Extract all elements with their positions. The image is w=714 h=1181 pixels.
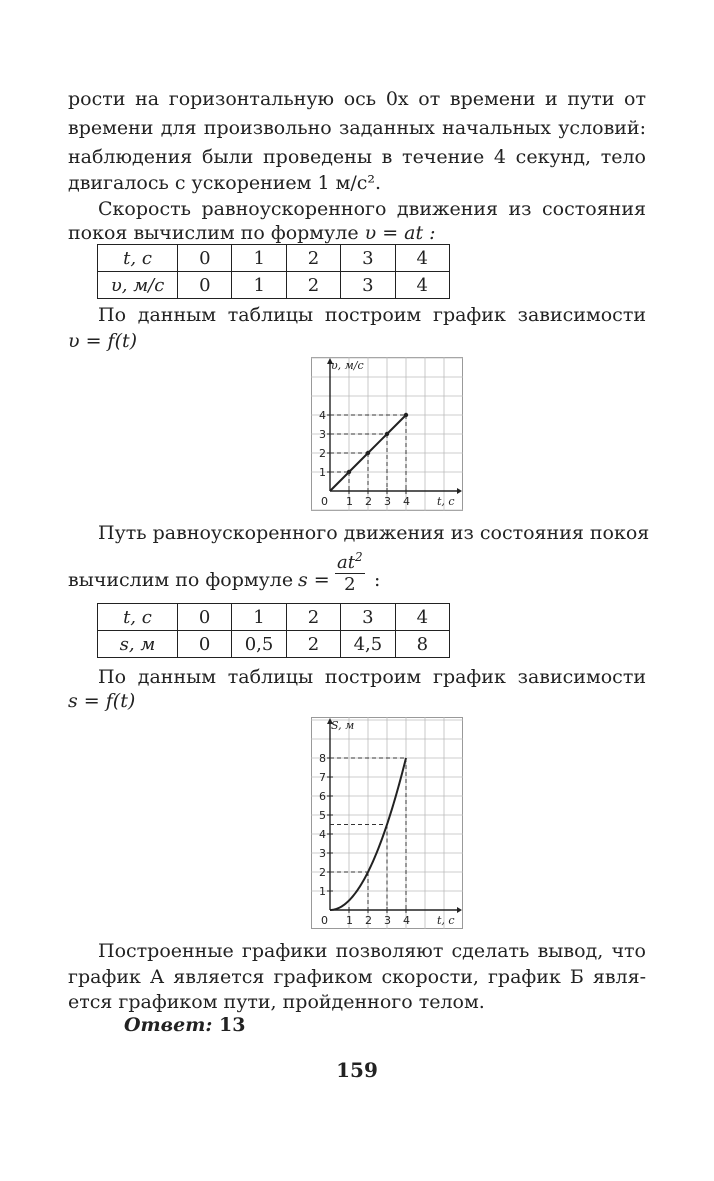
velocity-table-cell: 3 bbox=[341, 245, 395, 272]
x-tick-label: 3 bbox=[384, 914, 391, 927]
y-tick-label: 3 bbox=[319, 428, 326, 441]
paragraph1-line2: времени для произвольно заданных начальных условий: bbox=[68, 117, 646, 139]
path-formula-exponent: 2 bbox=[354, 550, 363, 564]
paragraph4-line1: Путь равноускоренного движения из состояния покоя bbox=[98, 522, 650, 544]
paragraph2-line1: Скорость равноускоренного движения из состояния bbox=[98, 198, 646, 220]
path-table-cell: 1 bbox=[232, 604, 287, 631]
x-axis-arrow bbox=[457, 907, 462, 913]
conclusion-line3: ется графиком пути, пройденного телом. bbox=[68, 991, 485, 1013]
velocity-table-row bbox=[98, 272, 450, 299]
path-table-cell: 2 bbox=[286, 631, 340, 658]
velocity-table-header-cell: t, с bbox=[98, 245, 178, 272]
paragraph1-line3: наблюдения были проведены в течение 4 секунд, тело bbox=[68, 146, 646, 168]
paragraph1-line4: двигалось с ускорением 1 м/с². bbox=[68, 172, 382, 194]
y-tick-label: 5 bbox=[319, 809, 326, 822]
x-tick-label: 3 bbox=[384, 495, 391, 508]
velocity-table-cell: 2 bbox=[286, 272, 340, 299]
path-table-row bbox=[98, 604, 450, 631]
x-tick-label: 4 bbox=[403, 914, 410, 927]
paragraph2-line2 bbox=[68, 222, 436, 244]
path-table bbox=[97, 603, 450, 658]
y-tick-label: 3 bbox=[319, 847, 326, 860]
velocity-table-cell: 1 bbox=[232, 245, 286, 272]
y-tick-label: 7 bbox=[319, 771, 326, 784]
y-tick-label: 4 bbox=[319, 409, 326, 422]
paragraph4-line2 bbox=[68, 569, 293, 591]
data-point bbox=[366, 451, 370, 455]
velocity-table-row bbox=[98, 245, 450, 272]
y-tick-label: 2 bbox=[319, 866, 326, 879]
path-table-header-cell: s, м bbox=[98, 631, 178, 658]
data-point bbox=[385, 432, 389, 436]
path-table-cell: 3 bbox=[341, 604, 396, 631]
velocity-table-cell: 3 bbox=[341, 272, 395, 299]
velocity-table-cell: 2 bbox=[286, 245, 340, 272]
path-formula-lhs: s = bbox=[298, 569, 330, 591]
x-tick-label: 2 bbox=[365, 914, 372, 927]
y-tick-label: 8 bbox=[319, 752, 326, 765]
conclusion-line1: Построенные графики позволяют сделать вывод, что bbox=[98, 940, 646, 962]
paragraph3-line2: υ = f(t) bbox=[68, 330, 138, 352]
x-axis-arrow bbox=[457, 488, 462, 494]
x-axis-label: t, с bbox=[437, 914, 455, 927]
x-tick-label: 2 bbox=[365, 495, 372, 508]
paragraph5-line1: По данным таблицы построим график зависимости bbox=[98, 666, 646, 688]
velocity-table-header-cell: υ, м/с bbox=[98, 272, 178, 299]
path-formula-numerator: at bbox=[337, 552, 355, 573]
path-formula-denominator: 2 bbox=[344, 574, 356, 595]
path-graph-svg bbox=[311, 717, 463, 929]
y-axis-label: S, м bbox=[331, 719, 355, 732]
y-tick-label: 6 bbox=[319, 790, 326, 803]
origin-label: 0 bbox=[321, 495, 328, 508]
x-axis-label: t, с bbox=[437, 495, 455, 508]
velocity-table bbox=[97, 244, 450, 299]
x-tick-label: 1 bbox=[346, 914, 353, 927]
y-axis-label: υ, м/с bbox=[331, 359, 364, 372]
paragraph3-line1: По данным таблицы построим график зависимости bbox=[98, 304, 646, 326]
path-table-cell: 4,5 bbox=[341, 631, 396, 658]
velocity-table-cell: 4 bbox=[395, 272, 449, 299]
data-point bbox=[404, 413, 408, 417]
velocity-table-cell: 0 bbox=[178, 245, 232, 272]
y-tick-label: 1 bbox=[319, 466, 326, 479]
x-tick-label: 4 bbox=[403, 495, 410, 508]
conclusion-line2: график А является графиком скорости, график Б явля- bbox=[68, 966, 646, 988]
answer bbox=[124, 1014, 245, 1036]
path-formula-tail: : bbox=[374, 569, 381, 591]
path-table-cell: 0 bbox=[177, 604, 231, 631]
path-table-cell: 4 bbox=[395, 604, 449, 631]
origin-label: 0 bbox=[321, 914, 328, 927]
velocity-graph-svg bbox=[311, 357, 463, 511]
path-table-cell: 0 bbox=[177, 631, 231, 658]
y-tick-label: 4 bbox=[319, 828, 326, 841]
y-tick-label: 2 bbox=[319, 447, 326, 460]
path-table-header-cell: t, с bbox=[98, 604, 178, 631]
velocity-table-cell: 4 bbox=[395, 245, 449, 272]
velocity-graph bbox=[311, 357, 463, 511]
paragraph2-line2-text: покоя вычислим по формуле bbox=[68, 222, 359, 244]
path-table-cell: 0,5 bbox=[232, 631, 287, 658]
path-table-cell: 8 bbox=[395, 631, 449, 658]
page-number: 159 bbox=[336, 1058, 378, 1082]
answer-value: 13 bbox=[218, 1014, 246, 1036]
answer-label: Ответ: bbox=[124, 1014, 213, 1036]
velocity-table-cell: 0 bbox=[178, 272, 232, 299]
paragraph4-line2-text: вычислим по формуле bbox=[68, 569, 294, 591]
path-table-row bbox=[98, 631, 450, 658]
path-table-cell: 2 bbox=[286, 604, 340, 631]
paragraph1-line1: рости на горизонтальную ось 0x от времени и пути от bbox=[68, 88, 646, 110]
x-tick-label: 1 bbox=[346, 495, 353, 508]
y-tick-label: 1 bbox=[319, 885, 326, 898]
paragraph5-line2: s = f(t) bbox=[68, 690, 136, 712]
velocity-formula: υ = at : bbox=[364, 222, 436, 244]
path-graph bbox=[311, 717, 463, 929]
velocity-table-cell: 1 bbox=[232, 272, 286, 299]
data-point bbox=[347, 470, 351, 474]
path-formula-fraction bbox=[335, 550, 365, 595]
